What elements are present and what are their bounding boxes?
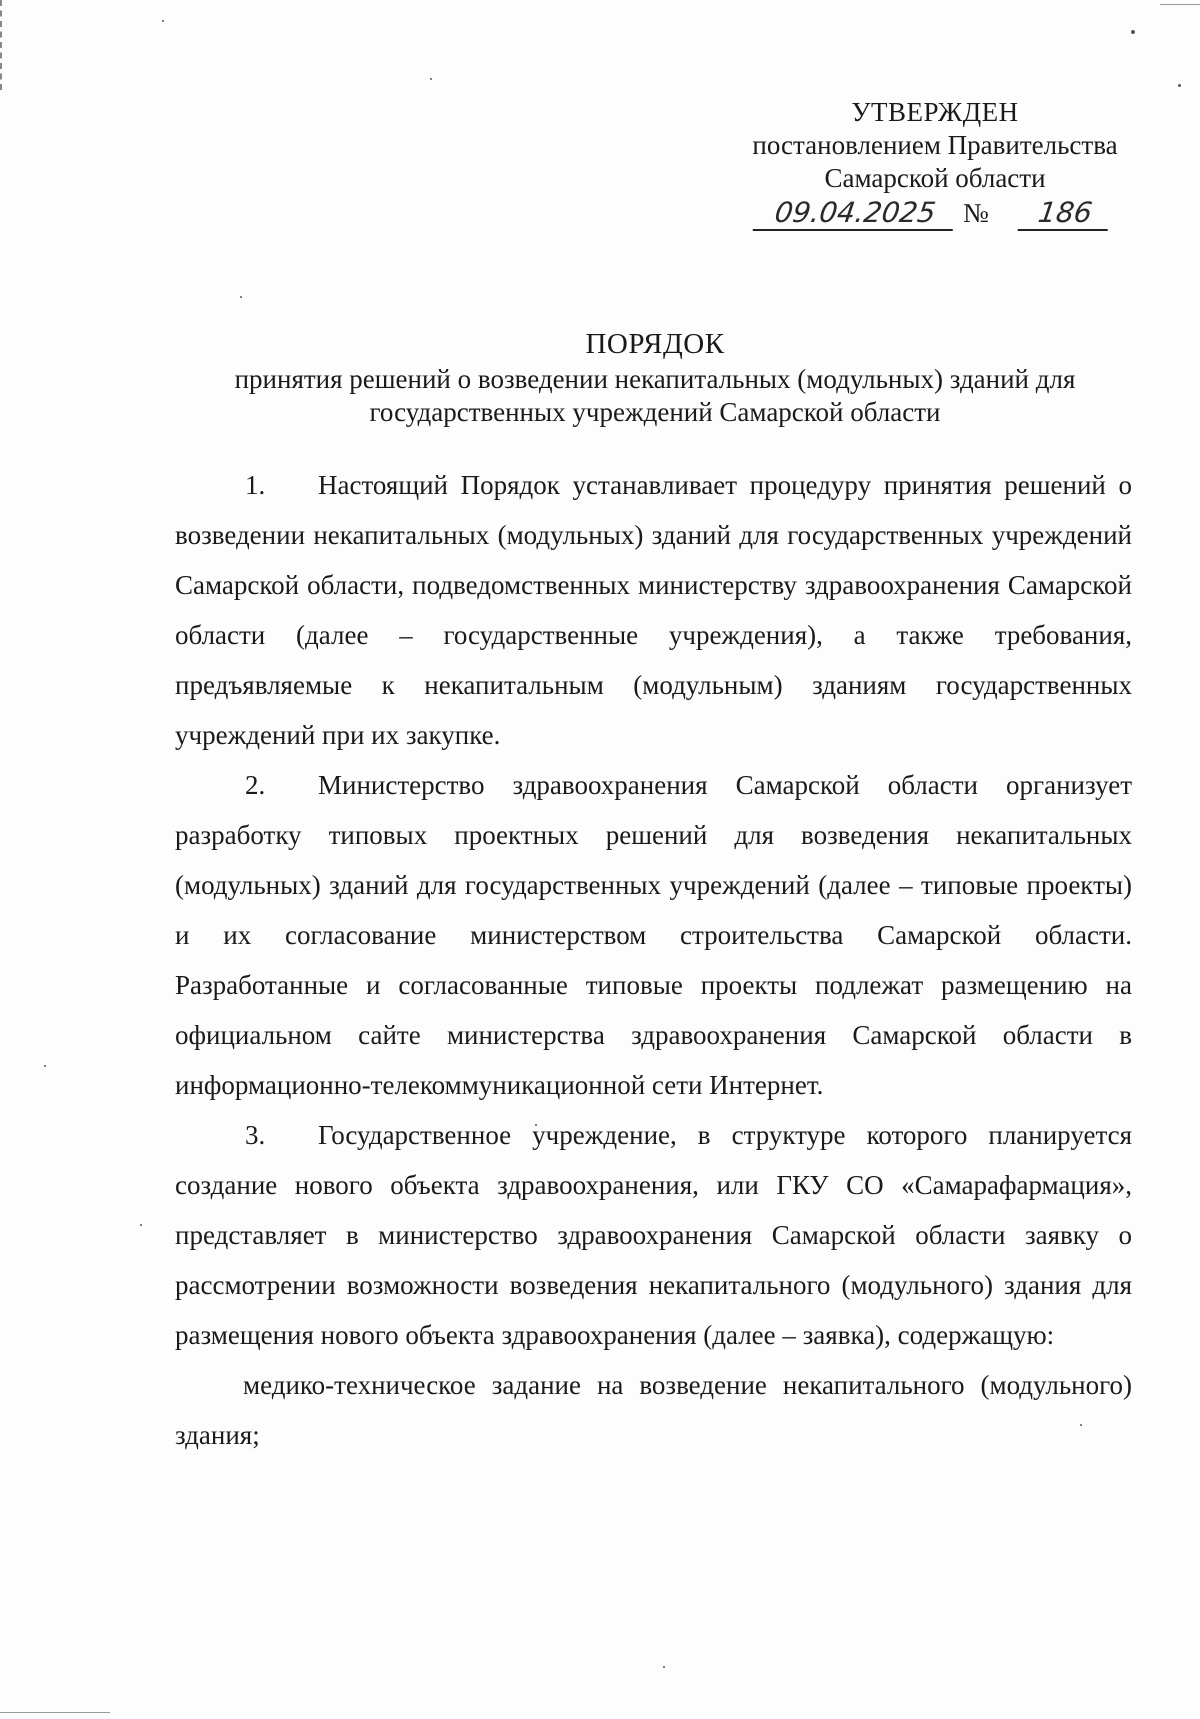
scan-edge-mark <box>1160 4 1200 5</box>
scan-speck <box>162 20 164 22</box>
paragraph-number: 2. <box>245 770 266 800</box>
document-subtitle: принятия решений о возведении некапитальных (модульных) зданий для государственных учреждений Самарской области <box>234 364 1076 427</box>
paragraph-number: 1. <box>245 470 266 500</box>
paragraph-text: Государственное учреждение, в структуре которого планируется создание нового объекта здравоохранения, или ГКУ СО «Самарафармация», представляет в министерство здравоохранения Самарской области заявку о рассмотрении возможности возведения некапитального (модульного) здания для размещения нового объекта здравоохранения (далее – заявка), содержащую: <box>175 1120 1132 1350</box>
paragraph <box>175 760 1132 1110</box>
document-title: ПОРЯДОК <box>585 328 725 360</box>
approval-line: постановлением Правительства <box>752 130 1118 160</box>
approval-number: 186 <box>1018 197 1113 231</box>
scan-edge-mark <box>0 1712 110 1713</box>
scan-speck <box>1178 84 1181 87</box>
approval-heading: УТВЕРЖДЕН <box>851 97 1019 127</box>
approval-block <box>735 96 1135 233</box>
paragraph <box>175 460 1132 760</box>
scan-speck <box>44 1065 46 1067</box>
document-title-block <box>150 328 1160 429</box>
approval-line: Самарской области <box>824 163 1046 193</box>
list-item: медико-техническое задание на возведение некапитального (модульного) здания; <box>175 1370 1132 1450</box>
scan-speck <box>663 1666 665 1668</box>
scan-speck <box>430 78 432 80</box>
paragraph-text: Настоящий Порядок устанавливает процедуру принятия решений о возведении некапитальных (модульных) зданий для государственных учреждений Самарской области, подведомственных министерству здравоохранения Самарской области (далее – государственные учреждения), а также требования, предъявляемые к некапитальным (модульным) зданиям государственных учреждений при их закупке. <box>175 470 1132 750</box>
scan-speck <box>1131 30 1135 34</box>
paragraph-number: 3. <box>245 1120 266 1150</box>
paragraph-text: Министерство здравоохранения Самарской области организует разработку типовых проектных решений для возведения некапитальных (модульных) зданий для государственных учреждений (далее – типовые проекты) и их согласование министерством строительства Самарской области. Разработанные и согласованные типовые проекты подлежат размещению на официальном сайте министерства здравоохранения Самарской области в информационно-телекоммуникационной сети Интернет. <box>175 770 1132 1100</box>
number-sign: № <box>963 198 989 228</box>
approval-date: 09.04.2025 <box>753 197 958 231</box>
approval-date-number <box>735 197 1135 233</box>
scan-speck <box>140 1224 142 1226</box>
scan-edge-mark <box>0 0 5 90</box>
paragraph <box>175 1110 1132 1360</box>
scan-speck <box>240 296 242 298</box>
document-body <box>175 460 1132 1460</box>
